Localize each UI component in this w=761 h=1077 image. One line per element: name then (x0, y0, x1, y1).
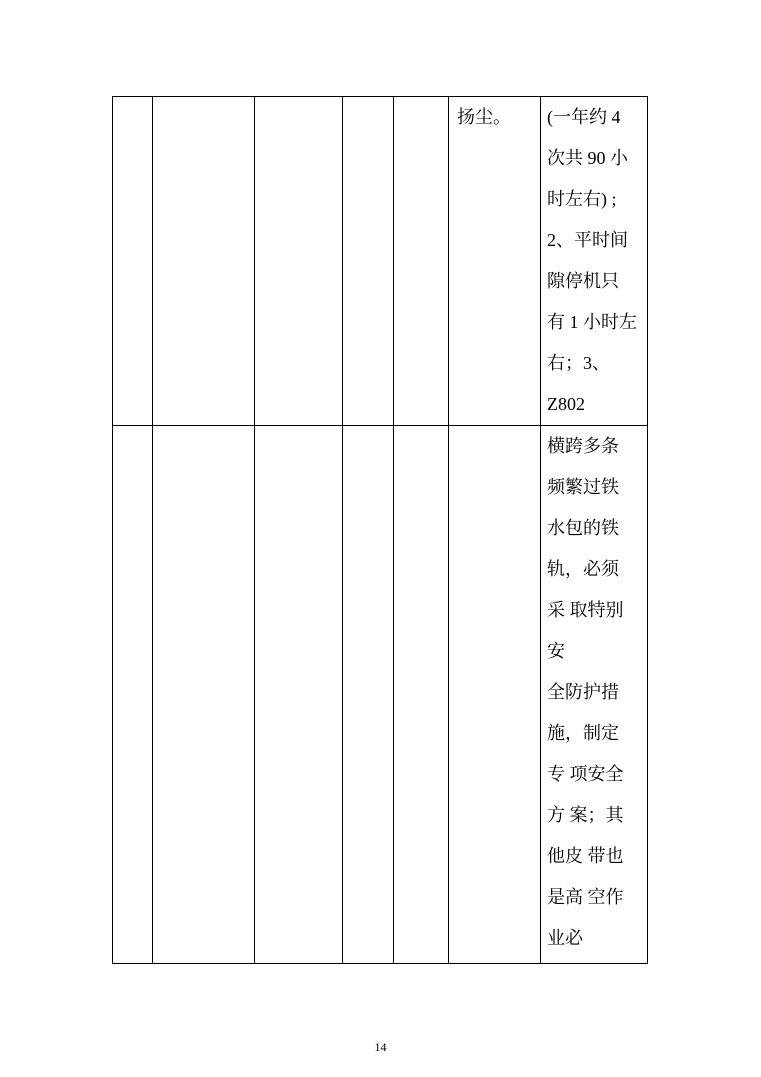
table-cell (343, 97, 394, 426)
table-cell (343, 426, 394, 964)
table-cell (113, 426, 153, 964)
table-cell (394, 97, 449, 426)
table-row (113, 426, 648, 964)
table-cell (113, 97, 153, 426)
table-cell (449, 426, 541, 964)
page-number: 14 (374, 1040, 387, 1054)
table-cell (394, 426, 449, 964)
table-cell (255, 97, 343, 426)
table-cell (449, 97, 541, 426)
cell-text: 扬尘。 (457, 107, 511, 127)
table-cell-notes (541, 97, 648, 426)
table-row (113, 97, 648, 426)
table-cell (153, 97, 255, 426)
table-cell-notes (541, 426, 648, 964)
table-cell (153, 426, 255, 964)
notes-text: (一年约 4 次共 90 小 时左右) ; 2、平时间 隙停机只 有 1 小时左 右；3、 Z802 (547, 107, 637, 414)
notes-text: 横跨多条 频繁过铁 水包的铁 轨，必须 采 取特别 安 全防护措 施，制定 专 项安全 方 案；其 他皮 带也 是高 空作 业必 (547, 436, 624, 948)
table-cell (255, 426, 343, 964)
content-table (112, 96, 648, 964)
